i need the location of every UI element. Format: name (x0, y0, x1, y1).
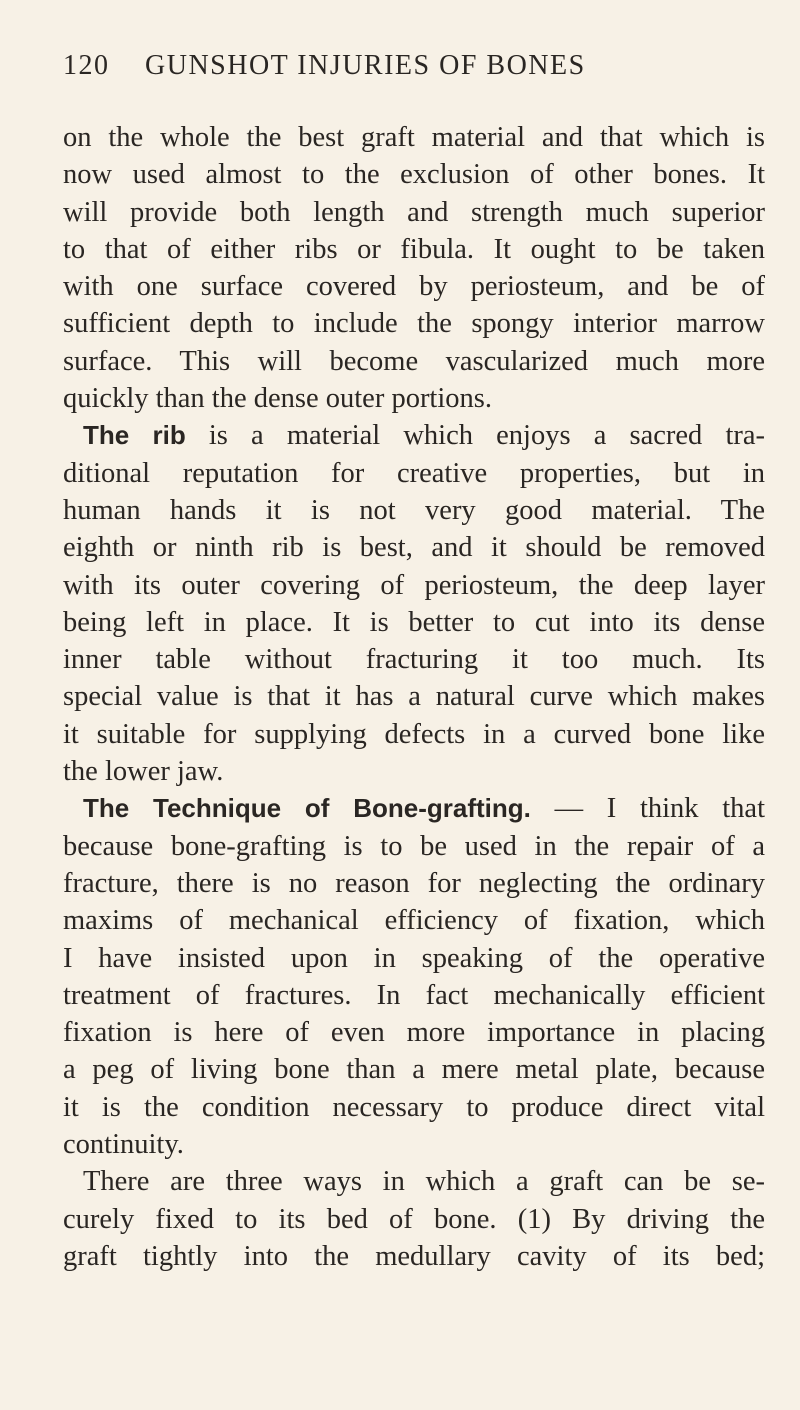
running-head: GUNSHOT INJURIES OF BONES (145, 50, 586, 81)
text-line: being left in place. It is better to cut into its dense (63, 606, 765, 638)
text-line: on the whole the best graft material and that which is (63, 122, 765, 153)
text-line: will provide both length and strength much superior (63, 196, 765, 228)
text-line: curely fixed to its bed of bone. (1) By driving the (63, 1203, 765, 1235)
section-heading-rib: The rib (83, 420, 186, 451)
text-line: it is the condition necessary to produce direct vital (63, 1091, 765, 1123)
page-header (63, 50, 763, 90)
text-line: it suitable for supplying defects in a curved bone like (63, 718, 765, 750)
text-line: surface. This will become vascularized much more (63, 345, 765, 377)
text-line: The rib is a material which enjoys a sacred tra- (83, 420, 765, 452)
text-line: continuity. (63, 1129, 184, 1161)
text-line: ditional reputation for creative properties, but in (63, 457, 765, 489)
text-line: the lower jaw. (63, 756, 224, 788)
text-line: eighth or ninth rib is best, and it should be removed (63, 532, 765, 564)
text-line: sufficient depth to include the spongy interior marrow (63, 308, 765, 340)
text-line: now used almost to the exclusion of other bones. It (63, 159, 765, 191)
text-line: special value is that it has a natural curve which makes (63, 681, 765, 713)
page-number: 120 (63, 50, 110, 81)
text-line: human hands it is not very good material. The (63, 494, 765, 526)
text-line: fixation is here of even more importance in placing (63, 1017, 765, 1049)
text-line: graft tightly into the medullary cavity of its bed; (63, 1240, 765, 1272)
text-line: maxims of mechanical efficiency of fixation, which (63, 905, 765, 937)
text-line: to that of either ribs or fibula. It ought to be taken (63, 233, 765, 265)
text-line: with one surface covered by periosteum, and be of (63, 271, 765, 303)
text-line: fracture, there is no reason for neglecting the ordinary (63, 867, 765, 899)
text-line: I have insisted upon in speaking of the operative (63, 942, 765, 974)
text-line: treatment of fractures. In fact mechanically efficient (63, 979, 765, 1011)
text-line: with its outer covering of periosteum, the deep layer (63, 569, 765, 601)
text-line: quickly than the dense outer portions. (63, 383, 492, 415)
text-line: inner table without fracturing it too much. Its (63, 644, 765, 676)
text-line: because bone-grafting is to be used in the repair of a (63, 830, 765, 862)
text-line: The Technique of Bone-grafting. — I think that (83, 793, 765, 825)
text-line: a peg of living bone than a mere metal plate, because (63, 1054, 765, 1086)
text-line: There are three ways in which a graft can be se- (83, 1166, 765, 1198)
body-text (63, 119, 765, 1275)
section-heading-technique: The Technique of Bone-grafting. (83, 793, 531, 824)
